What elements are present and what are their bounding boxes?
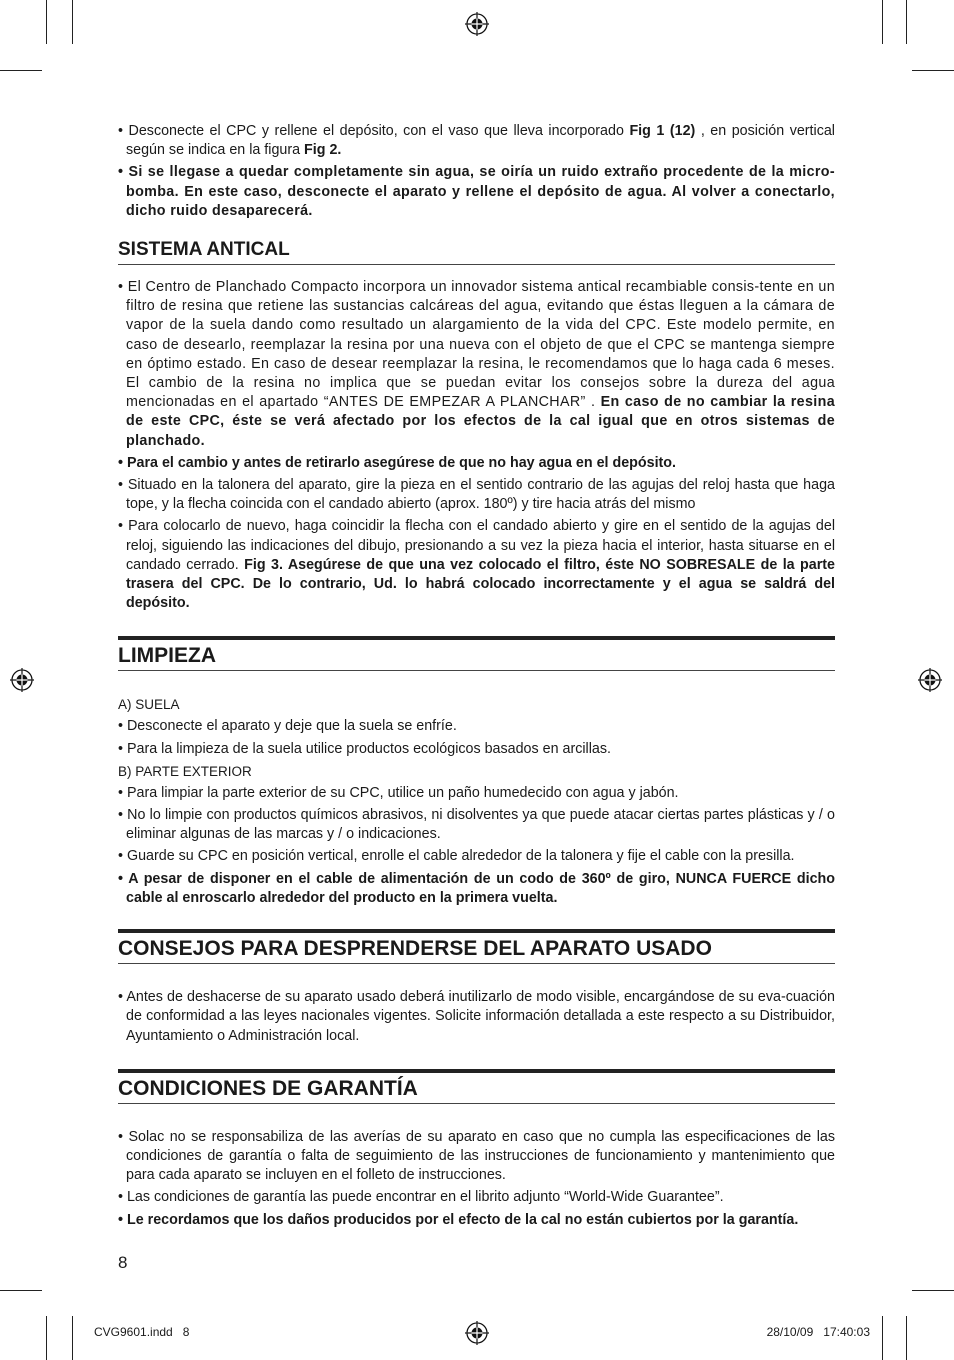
bullet-text: • Para colocarlo de nuevo, haga coincidir la flecha con el candado abierto y gire en el sentido de la agujas del reloj, siguiendo las indicaciones del dibujo, presionando a su vez la pieza hacia el interior, hasta situarse en el candado cerrado. bbox=[118, 518, 835, 573]
crop-mark bbox=[46, 1316, 47, 1360]
crop-mark bbox=[72, 0, 73, 44]
crop-mark bbox=[906, 0, 907, 44]
bullet-text: • El Centro de Planchado Compacto incorpora un innovador sistema antical recambiable consis-tente en un filtro de resina que retiene las sustancias calcáreas del agua, evitando que éstas lleguen a la cámara de vapor de la suela dando como resultado un alargamiento de la vida del CPC. Este modelo permite, en caso de desearlo, reemplazar la resina por una nueva con el objeto de que el CPC se mantenga siempre en óptimo estado. En caso de desear reemplazar la resina, le recomendamos que lo haga cada 6 meses. El cambio de la resina no implica que se puedan evitar los consejos sobre la dureza del agua mencionadas en el apartado “ANTES DE EMPEZAR A PLANCHAR” . bbox=[118, 279, 835, 411]
limpieza-bullet-warning bbox=[118, 870, 835, 908]
bullet-text: , en posición vertical según se indica en la figura bbox=[126, 123, 835, 159]
intro-bullet-warning bbox=[118, 163, 835, 221]
crop-mark bbox=[0, 1290, 42, 1291]
limpieza-bullet: • Para limpiar la parte exterior de su CPC, utilice un paño humedecido con agua y jabón. bbox=[118, 784, 679, 801]
warning-text: En caso de no cambiar la resina de este CPC, éste se verá afectado por los efectos de la cal igual que en otros sistemas de planchado. bbox=[126, 394, 835, 449]
figure-reference: Fig 1 (12) bbox=[629, 123, 696, 139]
garantia-bullet: • Solac no se responsabiliza de las averías de su aparato en caso que no cumpla las especificaciones de las condiciones de garantía o falta de seguimiento de las instrucciones de funcionamiento y mantenimiento que para cada aparato se incluyen en el folleto de instrucciones. bbox=[118, 1128, 835, 1184]
limpieza-bullet: • Desconecte el aparato y deje que la suela se enfríe. bbox=[118, 718, 457, 735]
consejos-bullet: • Antes de deshacerse de su aparato usado deberá inutilizarlo de modo visible, encargándose de su eva-cuación de conformidad a las leyes nacionales vigentes. Solicite información detallada a este respecto a su Distribuidor, Ayuntamiento o Administración local. bbox=[118, 989, 835, 1044]
limpieza-bullet: • No lo limpie con productos químicos abrasivos, ni disolventes ya que puede atacar ciertas partes plásticas y / o eliminar algunas de las marcas y / o indicaciones. bbox=[118, 807, 835, 843]
warning-text: • A pesar de disponer en el cable de alimentación de un codo de 360º de giro, NUNCA FUERCE dicho cable al enroscarlo alrededor del producto en la primera vuelta. bbox=[118, 870, 835, 906]
registration-mark-icon bbox=[10, 668, 34, 692]
warning-text: • Para el cambio y antes de retirarlo asegúrese de que no hay agua en el depósito. bbox=[118, 454, 677, 471]
page-number: 8 bbox=[118, 1253, 128, 1272]
antical-bullet-water bbox=[118, 454, 835, 473]
crop-mark bbox=[72, 1316, 73, 1360]
figure-reference: Fig 2. bbox=[304, 142, 342, 159]
garantia-bullet-warning bbox=[118, 1211, 835, 1230]
file-slug: CVG9601.indd 8 bbox=[94, 1325, 190, 1339]
limpieza-bullet: • Guarde su CPC en posición vertical, enrolle el cable alrededor de la talonera y fije el cable con la presilla. bbox=[118, 848, 795, 865]
garantia-bullet: • Las condiciones de garantía las puede encontrar en el librito adjunto “World-Wide Guarantee”. bbox=[118, 1189, 724, 1206]
subsection-label-exterior: B) PARTE EXTERIOR bbox=[118, 763, 252, 779]
intro-bullet-refill bbox=[118, 122, 835, 160]
antical-bullet-remove: • Situado en la talonera del aparato, gire la pieza en el sentido contrario de las agujas del reloj hasta que haga tope, y la flecha coincida con el candado abierto (aprox. 180º) y tire hacia atrás del mismo bbox=[118, 477, 835, 513]
registration-mark-icon bbox=[465, 1321, 489, 1345]
section-title-antical: SISTEMA ANTICAL bbox=[118, 239, 835, 265]
section-title-garantia: CONDICIONES DE GARANTÍA bbox=[118, 1069, 835, 1104]
subsection-label-suela: A) SUELA bbox=[118, 697, 180, 713]
crop-mark bbox=[906, 1316, 907, 1360]
registration-mark-icon bbox=[465, 12, 489, 36]
section-title-consejos: CONSEJOS PARA DESPRENDERSE DEL APARATO USADO bbox=[118, 929, 835, 964]
warning-text: • Si se llegase a quedar completamente sin agua, se oiría un ruido extraño procedente de la micro-bomba. En este caso, desconecte el aparato y rellene el depósito de agua. Al volver a conectarlo, dicho ruido desaparecerá. bbox=[118, 164, 835, 219]
crop-mark bbox=[0, 70, 42, 71]
crop-mark bbox=[882, 0, 883, 44]
antical-bullet-refit bbox=[118, 517, 835, 613]
limpieza-bullet: • Para la limpieza de la suela utilice productos ecológicos basados en arcillas. bbox=[118, 740, 611, 757]
crop-mark bbox=[46, 0, 47, 44]
crop-mark bbox=[912, 70, 954, 71]
registration-mark-icon bbox=[918, 668, 942, 692]
crop-mark bbox=[912, 1290, 954, 1291]
section-title-limpieza: LIMPIEZA bbox=[118, 636, 835, 671]
date-slug: 28/10/09 17:40:03 bbox=[766, 1325, 870, 1339]
page-content bbox=[118, 122, 835, 1233]
bullet-text: • Desconecte el CPC y rellene el depósito, con el vaso que lleva incorporado bbox=[118, 123, 630, 139]
crop-mark bbox=[882, 1316, 883, 1360]
warning-text: Fig 3. Asegúrese de que una vez colocado el filtro, éste NO SOBRESALE de la parte trasera del CPC. De lo contrario, Ud. lo habrá colocado incorrectamente y el agua se saldrá del depósito. bbox=[126, 556, 835, 612]
warning-text: • Le recordamos que los daños producidos por el efecto de la cal no están cubiertos por la garantía. bbox=[118, 1211, 799, 1228]
antical-bullet-intro bbox=[118, 278, 835, 451]
